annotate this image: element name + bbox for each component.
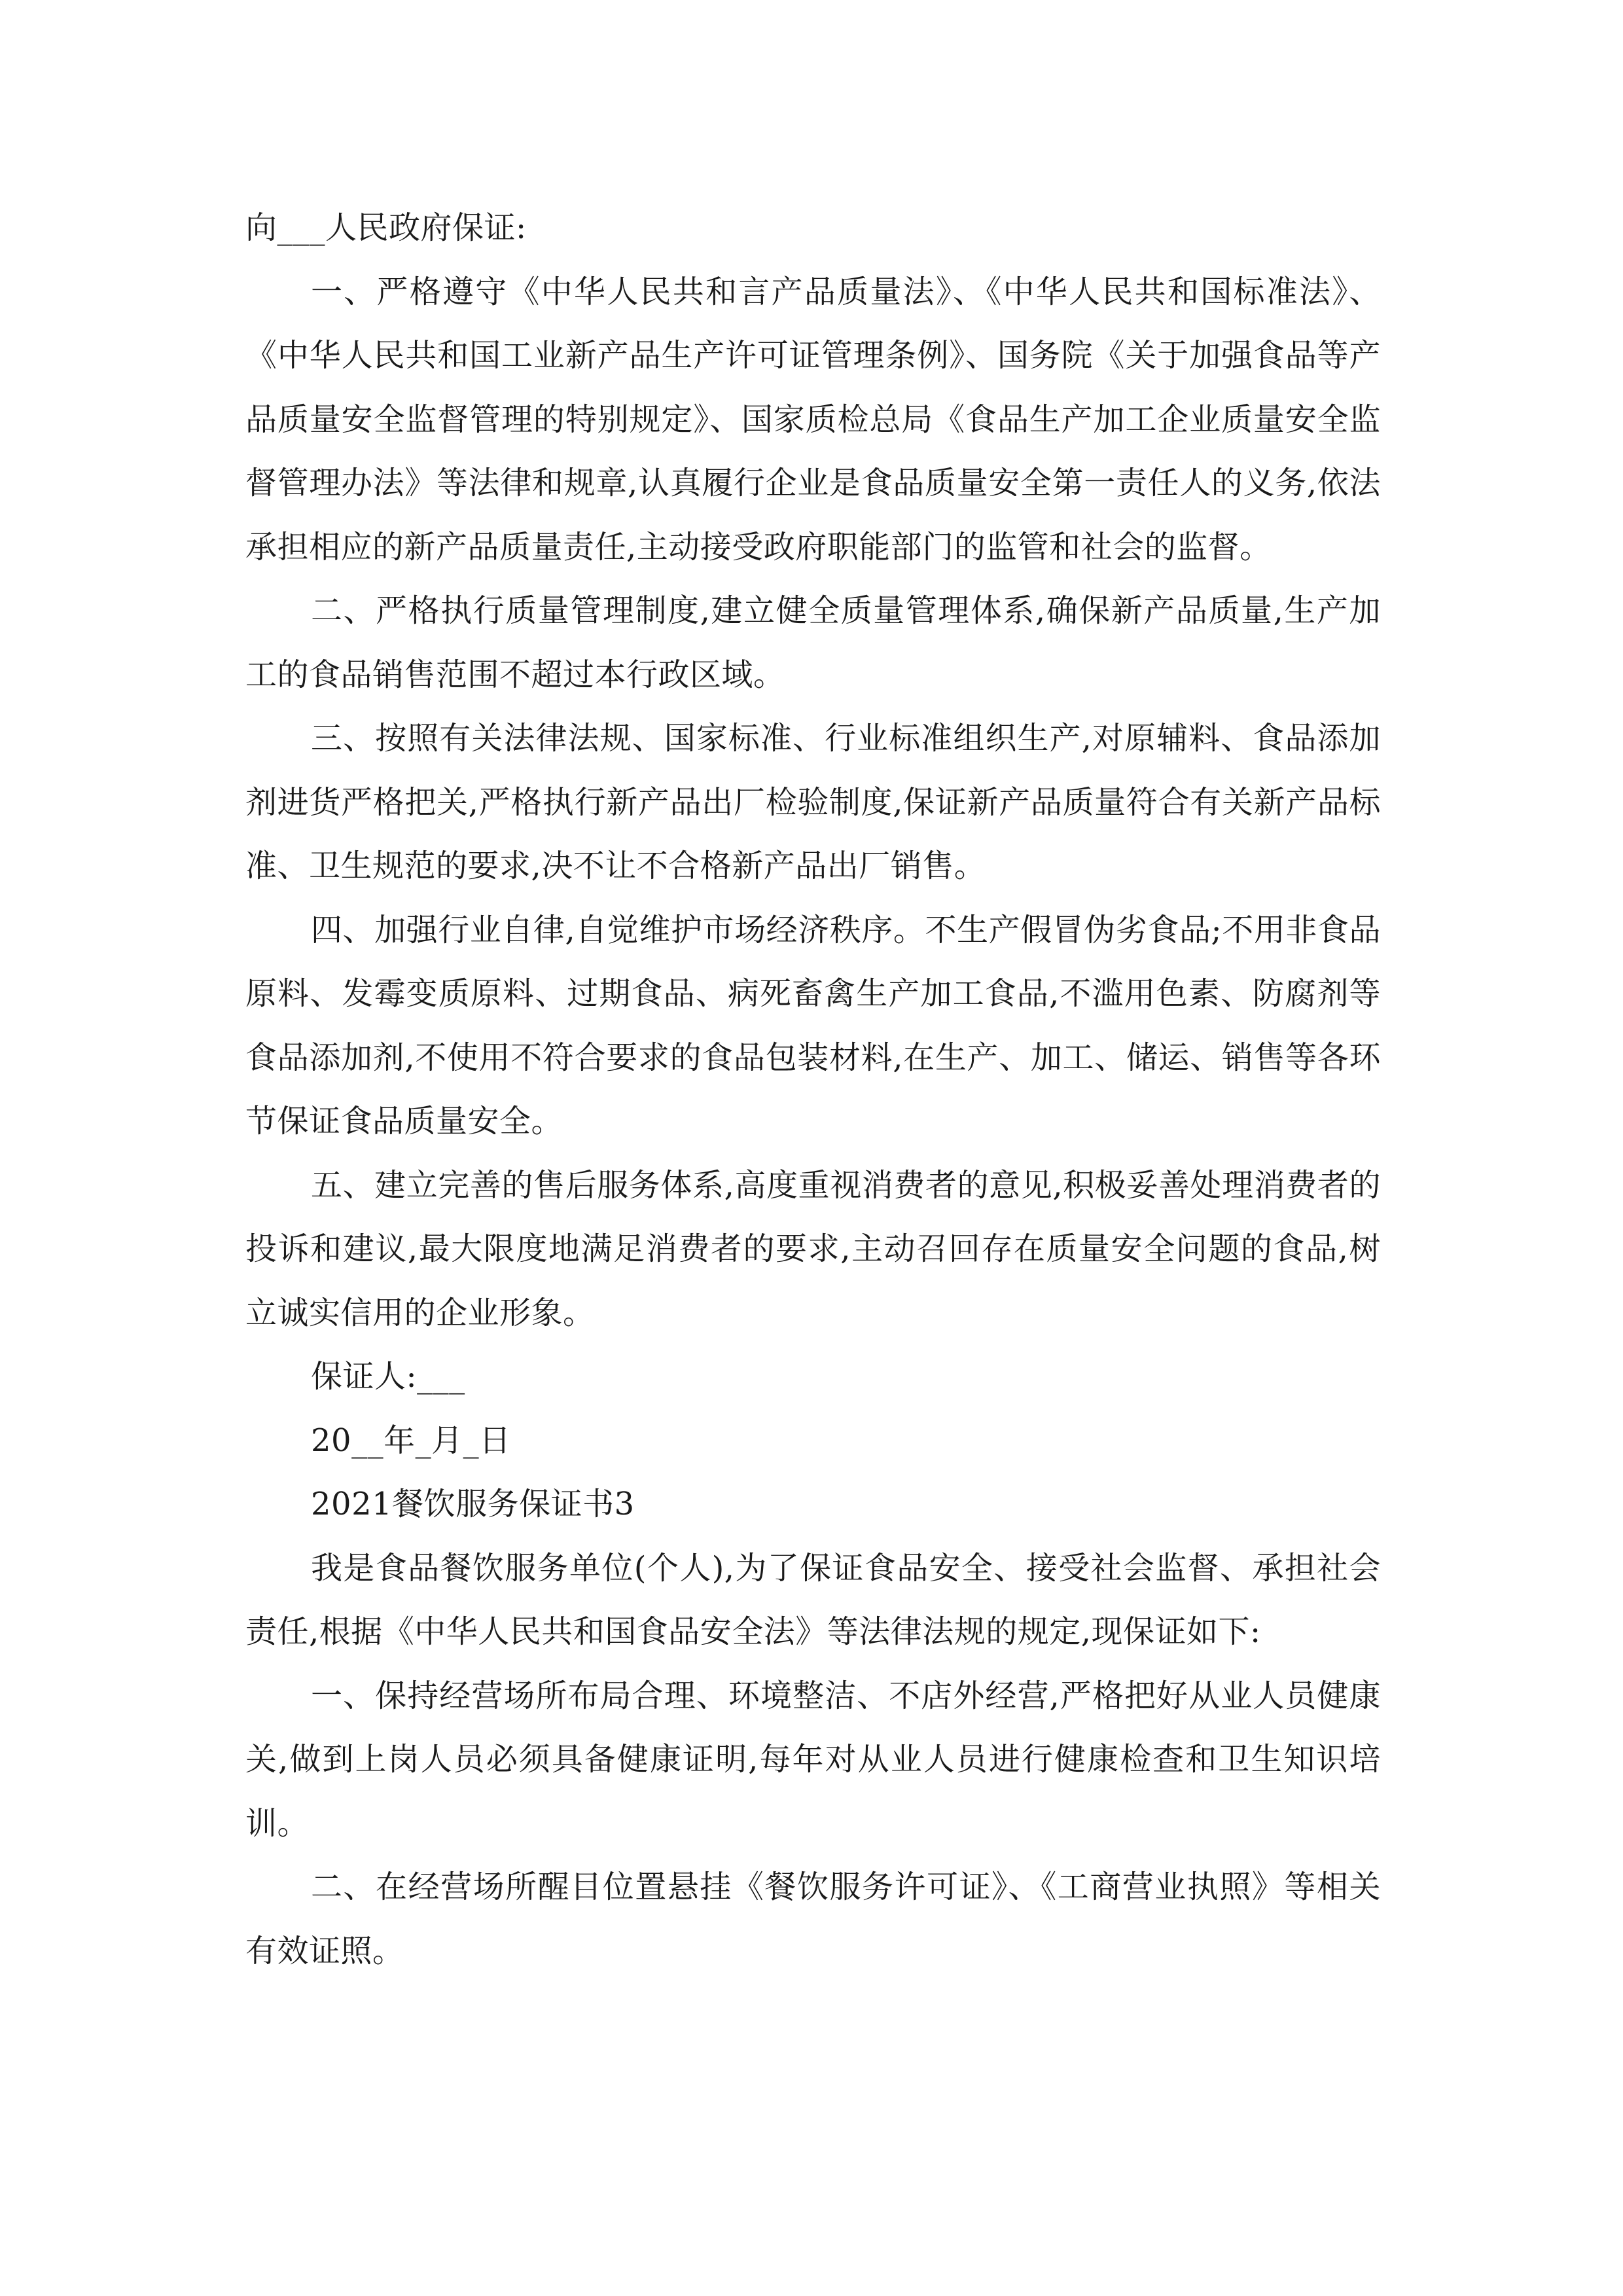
paragraph-clause-4: 四、加强行业自律,自觉维护市场经济秩序。不生产假冒伪劣食品;不用非食品原料、发霉变质原料、过期食品、病死畜禽生产加工食品,不滥用色素、防腐剂等食品添加剂,不使用不符合要求的食品包装材料,在生产、加工、储运、销售等各环节保证食品质量安全。	[245, 911, 1381, 1139]
paragraph-clause-3: 三、按照有关法律法规、国家标准、行业标准组织生产,对原辅料、食品添加剂进货严格把关,严格执行新产品出厂检验制度,保证新产品质量符合有关新产品标准、卫生规范的要求,决不让不合格新产品出厂销售。	[245, 720, 1381, 884]
paragraph-clause-5: 五、建立完善的售后服务体系,高度重视消费者的意见,积极妥善处理消费者的投诉和建议,最大限度地满足消费者的要求,主动召回存在质量安全问题的食品,树立诚实信用的企业形象。	[245, 1166, 1381, 1331]
signature-line: 保证人:___	[311, 1358, 465, 1395]
paragraph-intro: 我是食品餐饮服务单位(个人),为了保证食品安全、接受社会监督、承担社会责任,根据《中华人民共和国食品安全法》等法律法规的规定,现保证如下:	[245, 1549, 1381, 1650]
paragraph-service-clause-2: 二、在经营场所醒目位置悬挂《餐饮服务许可证》、《工商营业执照》等相关有效证照。	[245, 1869, 1381, 1969]
date-line: 20__年_月_日	[311, 1422, 511, 1459]
paragraph-clause-1: 一、严格遵守《中华人民共和言产品质量法》、《中华人民共和国标准法》、《中华人民共和国工业新产品生产许可证管理条例》、国务院《关于加强食品等产品质量安全监督管理的特别规定》、国家质检总局《食品生产加工企业质量安全监督管理办法》等法律和规章,认真履行企业是食品质量安全第一责任人的义务,依法承担相应的新产品质量责任,主动接受政府职能部门的监管和社会的监督。	[245, 273, 1381, 565]
paragraph-service-clause-1: 一、保持经营场所布局合理、环境整洁、不店外经营,严格把好从业人员健康关,做到上岗人员必须具备健康证明,每年对从业人员进行健康检查和卫生知识培训。	[245, 1677, 1381, 1842]
paragraph-addressee: 向___人民政府保证:	[245, 209, 527, 246]
section-heading: 2021餐饮服务保证书3	[311, 1486, 635, 1522]
document-body	[245, 196, 1381, 1983]
paragraph-clause-2: 二、严格执行质量管理制度,建立健全质量管理体系,确保新产品质量,生产加工的食品销售范围不超过本行政区域。	[245, 592, 1381, 693]
